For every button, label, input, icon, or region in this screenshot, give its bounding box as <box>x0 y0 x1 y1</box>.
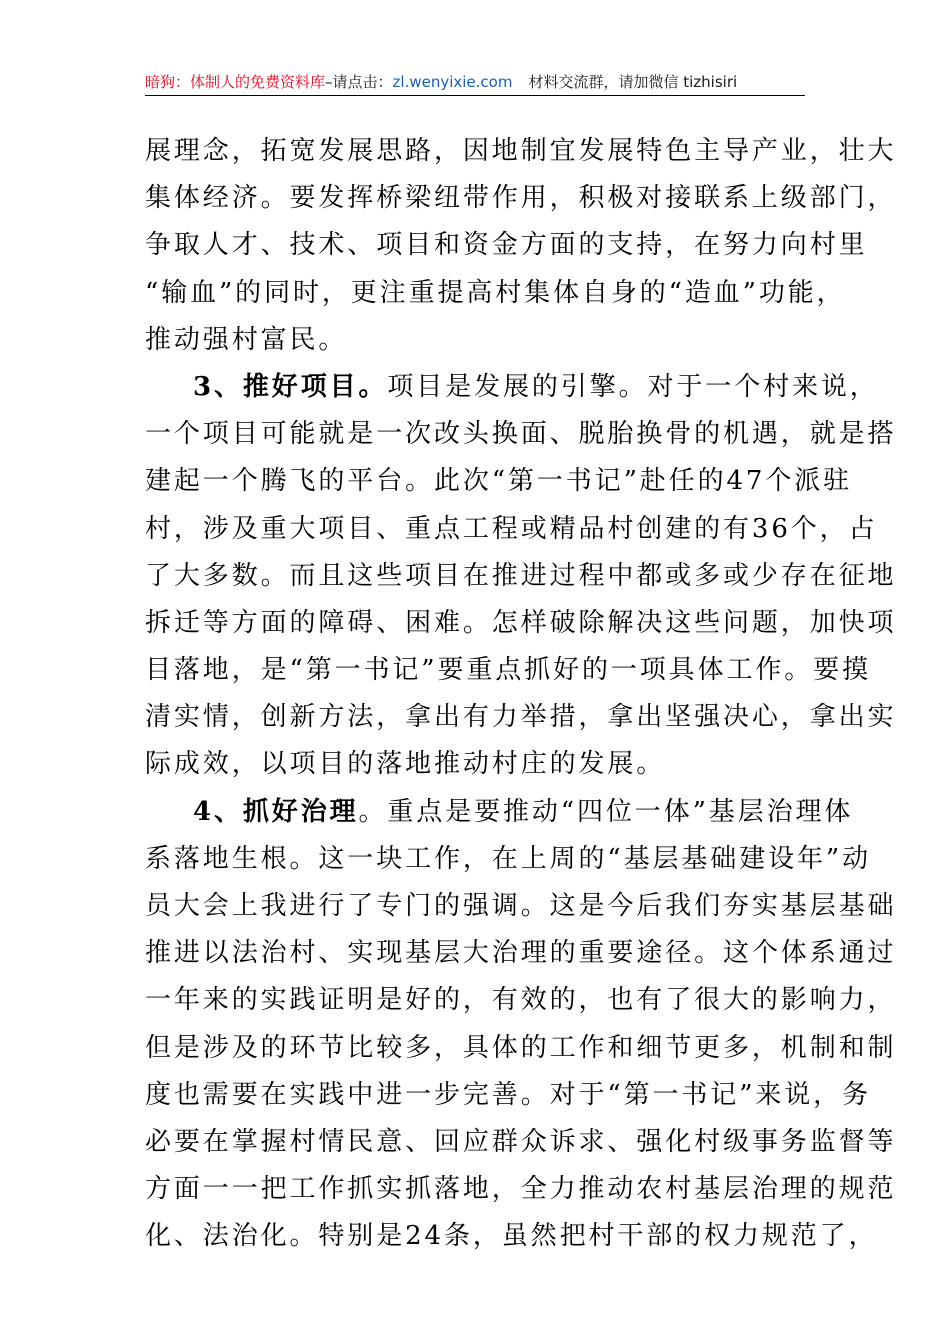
line-text: 推动强村富民。 <box>145 324 348 355</box>
line-text: 集体经济。要发挥桥梁纽带作用，积极对接联系上级部门， <box>145 183 897 214</box>
line-text: “输血”的同时，更注重提高村集体自身的“造血”功能， <box>145 277 846 308</box>
body-line <box>145 694 897 741</box>
section-4-heading-line <box>145 789 854 836</box>
line-text: 但是涉及的环节比较多，具体的工作和细节更多，机制和制 <box>145 1032 897 1063</box>
line-text: 方面一一把工作抓实抓落地，全力推动农村基层治理的规范 <box>145 1174 897 1205</box>
line-text: 项目是发展的引擎。对于一个村来说， <box>387 371 879 402</box>
body-line <box>145 270 846 317</box>
line-text: 目落地，是“第一书记”要重点抓好的一项具体工作。要摸 <box>145 655 871 686</box>
body-line <box>145 647 871 694</box>
line-text: 拆迁等方面的障碍、困难。怎样破除解决这些问题，加快项 <box>145 607 897 638</box>
body-line <box>145 930 897 977</box>
body-line <box>145 317 810 364</box>
line-text: 清实情，创新方法，拿出有力举措，拿出坚强决心，拿出实 <box>145 702 897 733</box>
body-line <box>145 1025 897 1072</box>
line-text: 度也需要在实践中进一步完善。对于“第一书记”来说，务 <box>145 1079 871 1110</box>
document-body <box>145 128 897 1261</box>
body-line <box>145 741 810 788</box>
header-site-name: 暗狗：体制人的免费资料库 <box>145 73 326 91</box>
body-line <box>145 458 853 505</box>
line-text: 争取人才、技术、项目和资金方面的支持，在努力向村里 <box>145 230 868 261</box>
header-group-note: 材料交流群，请加微信 tizhisiri <box>528 73 738 91</box>
body-line <box>145 222 868 269</box>
line-text: 村，涉及重大项目、重点工程或精品村创建的有36个，占 <box>145 513 878 544</box>
line-text: 际成效，以项目的落地推动村庄的发展。 <box>145 749 666 780</box>
body-line <box>145 411 897 458</box>
body-line <box>145 175 897 222</box>
line-text: 推进以法治村、实现基层大治理的重要途径。这个体系通过 <box>145 938 897 969</box>
body-line <box>145 883 897 930</box>
body-line <box>145 1119 897 1166</box>
document-header <box>145 68 805 96</box>
section-4-heading: 4、抓好治理 <box>193 796 359 827</box>
section-3-heading-line <box>145 364 879 411</box>
line-text: 。重点是要推动“四位一体”基层治理体 <box>358 796 854 827</box>
body-line <box>145 1213 878 1260</box>
body-line <box>145 836 871 883</box>
header-divider <box>145 95 805 96</box>
body-line <box>145 1072 871 1119</box>
section-3-heading: 3、推好项目。 <box>193 371 388 402</box>
line-text: 一个项目可能就是一次改头换面、脱胎换骨的机遇，就是搭 <box>145 419 897 450</box>
line-text: 了大多数。而且这些项目在推进过程中都或多或少存在征地 <box>145 560 897 591</box>
header-url-link[interactable]: zl.wenyixie.com <box>392 73 513 91</box>
body-line <box>145 553 897 600</box>
line-text: 系落地生根。这一块工作，在上周的“基层基础建设年”动 <box>145 843 871 874</box>
body-line <box>145 1166 897 1213</box>
header-link-prefix: –请点击： <box>325 73 393 91</box>
line-text: 建起一个腾飞的平台。此次“第一书记”赴任的47个派驻 <box>145 466 853 497</box>
line-text: 必要在掌握村情民意、回应群众诉求、强化村级事务监督等 <box>145 1126 897 1157</box>
body-line <box>145 600 897 647</box>
line-text: 一年来的实践证明是好的，有效的，也有了很大的影响力， <box>145 985 897 1016</box>
line-text: 化、法治化。特别是24条，虽然把村干部的权力规范了， <box>145 1221 878 1252</box>
line-text: 展理念，拓宽发展思路，因地制宜发展特色主导产业，壮大 <box>145 136 897 166</box>
body-line <box>145 977 897 1024</box>
body-line <box>145 128 897 175</box>
line-text: 员大会上我进行了专门的强调。这是今后我们夯实基层基础 <box>145 891 897 921</box>
body-line <box>145 506 878 553</box>
